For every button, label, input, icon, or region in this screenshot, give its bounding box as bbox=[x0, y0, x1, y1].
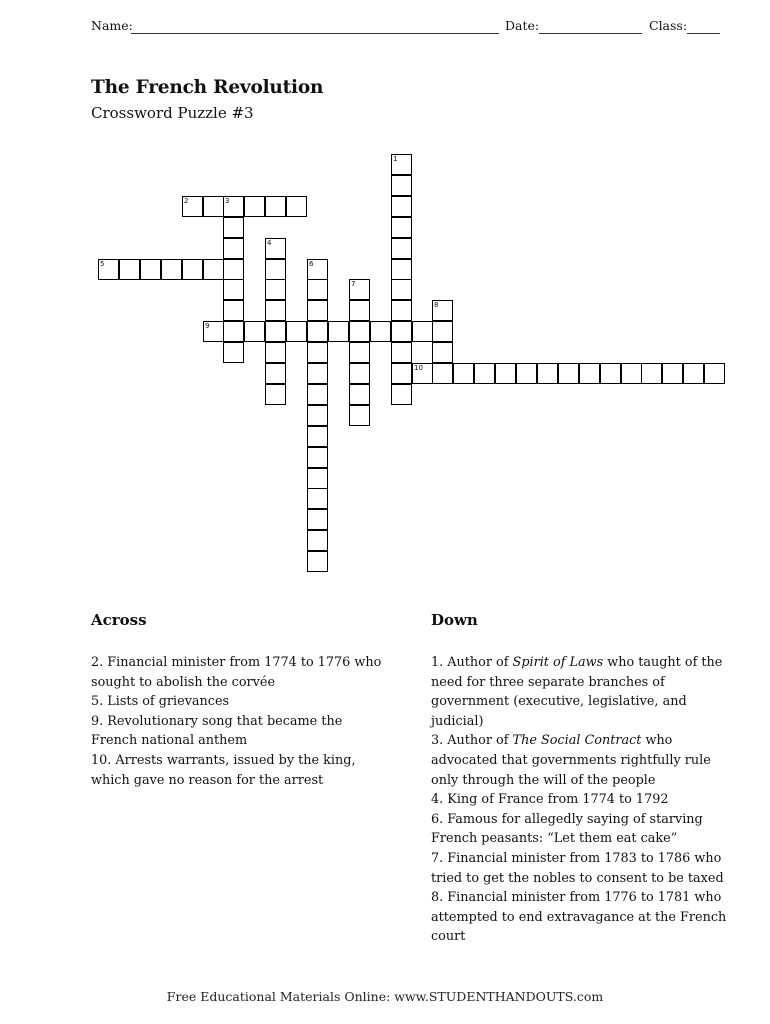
crossword-cell[interactable] bbox=[391, 321, 412, 342]
crossword-cell[interactable] bbox=[704, 363, 725, 384]
crossword-cell[interactable] bbox=[349, 342, 370, 363]
down-clues bbox=[431, 653, 731, 947]
crossword-cell[interactable] bbox=[265, 259, 286, 280]
clue-number: 4 bbox=[267, 239, 272, 247]
crossword-cell[interactable] bbox=[370, 321, 391, 342]
crossword-cell[interactable] bbox=[662, 363, 683, 384]
class-label: Class: bbox=[649, 18, 688, 33]
crossword-cell[interactable] bbox=[307, 509, 328, 530]
crossword-cell[interactable] bbox=[391, 259, 412, 280]
crossword-cell[interactable] bbox=[265, 384, 286, 405]
crossword-cell[interactable] bbox=[307, 405, 328, 426]
crossword-cell[interactable] bbox=[349, 363, 370, 384]
crossword-cell[interactable] bbox=[244, 321, 265, 342]
clue-number: 10 bbox=[414, 364, 423, 372]
crossword-cell[interactable] bbox=[349, 321, 370, 342]
crossword-cell[interactable] bbox=[412, 321, 433, 342]
crossword-cell[interactable] bbox=[579, 363, 600, 384]
clue-number: 7 bbox=[351, 280, 356, 288]
crossword-cell[interactable] bbox=[600, 363, 621, 384]
crossword-cell[interactable] bbox=[307, 530, 328, 551]
crossword-cell[interactable] bbox=[223, 196, 244, 217]
crossword-cell[interactable] bbox=[683, 363, 704, 384]
crossword-cell[interactable] bbox=[265, 363, 286, 384]
crossword-cell[interactable] bbox=[432, 342, 453, 363]
crossword-cell[interactable] bbox=[307, 488, 328, 509]
crossword-cell[interactable] bbox=[391, 342, 412, 363]
crossword-cell[interactable] bbox=[307, 342, 328, 363]
crossword-cell[interactable] bbox=[432, 321, 453, 342]
crossword-cell[interactable] bbox=[516, 363, 537, 384]
crossword-cell[interactable] bbox=[391, 196, 412, 217]
clue-number: 5 bbox=[100, 260, 105, 268]
crossword-cell[interactable] bbox=[182, 259, 203, 280]
crossword-cell[interactable] bbox=[307, 384, 328, 405]
crossword-cell[interactable] bbox=[432, 300, 453, 321]
crossword-cell[interactable] bbox=[391, 279, 412, 300]
down-clue: 4. King of France from 1774 to 1792 bbox=[431, 792, 669, 808]
crossword-cell[interactable] bbox=[328, 321, 349, 342]
crossword-cell[interactable] bbox=[98, 259, 119, 280]
crossword-cell[interactable] bbox=[641, 363, 662, 384]
crossword-cell[interactable] bbox=[391, 154, 412, 175]
crossword-cell[interactable] bbox=[223, 238, 244, 259]
crossword-cell[interactable] bbox=[495, 363, 516, 384]
crossword-cell[interactable] bbox=[307, 551, 328, 572]
crossword-cell[interactable] bbox=[307, 279, 328, 300]
crossword-cell[interactable] bbox=[244, 196, 265, 217]
crossword-cell[interactable] bbox=[161, 259, 182, 280]
crossword-cell[interactable] bbox=[349, 405, 370, 426]
crossword-cell[interactable] bbox=[265, 279, 286, 300]
crossword-cell[interactable] bbox=[558, 363, 579, 384]
page-title: The French Revolution bbox=[91, 77, 324, 98]
crossword-cell[interactable] bbox=[265, 342, 286, 363]
across-clues bbox=[91, 653, 391, 790]
down-clue: 3. Author of The Social Contract who advocated that governments rightfully rule only through the will of the people bbox=[431, 733, 711, 788]
crossword-cell[interactable] bbox=[432, 363, 453, 384]
clue-number: 3 bbox=[225, 197, 230, 205]
crossword-cell[interactable] bbox=[537, 363, 558, 384]
crossword-cell[interactable] bbox=[453, 363, 474, 384]
clue-number: 1 bbox=[393, 155, 398, 163]
crossword-cell[interactable] bbox=[349, 300, 370, 321]
down-clue: 1. Author of Spirit of Laws who taught of the need for three separate branches of government (executive, legislative, and judicial) bbox=[431, 655, 723, 729]
crossword-cell[interactable] bbox=[621, 363, 642, 384]
crossword-cell[interactable] bbox=[474, 363, 495, 384]
down-clue: 7. Financial minister from 1783 to 1786 who tried to get the nobles to consent to be taxed bbox=[431, 850, 724, 886]
crossword-cell[interactable] bbox=[140, 259, 161, 280]
crossword-cell[interactable] bbox=[223, 217, 244, 238]
crossword-cell[interactable] bbox=[307, 363, 328, 384]
across-clue: 2. Financial minister from 1774 to 1776 who sought to abolish the corvée bbox=[91, 655, 382, 690]
crossword-cell[interactable] bbox=[307, 447, 328, 468]
crossword-cell[interactable] bbox=[203, 321, 224, 342]
clue-number: 9 bbox=[205, 322, 210, 330]
across-clue: 10. Arrests warrants, issued by the king, which gave no reason for the arrest bbox=[91, 752, 356, 788]
crossword-cell[interactable] bbox=[223, 342, 244, 363]
crossword-cell[interactable] bbox=[391, 363, 412, 384]
crossword-cell[interactable] bbox=[182, 196, 203, 217]
down-clue: 8. Financial minister from 1776 to 1781 who attempted to end extravagance at the French court bbox=[431, 890, 727, 945]
crossword-cell[interactable] bbox=[391, 300, 412, 321]
crossword-cell[interactable] bbox=[203, 259, 224, 280]
crossword-cell[interactable] bbox=[265, 321, 286, 342]
crossword-cell[interactable] bbox=[307, 259, 328, 280]
across-clue: 9. Revolutionary song that became the French national anthem bbox=[91, 713, 343, 749]
crossword-cell[interactable] bbox=[391, 217, 412, 238]
name-label: Name: bbox=[91, 18, 133, 33]
crossword-cell[interactable] bbox=[391, 238, 412, 259]
clue-number: 8 bbox=[434, 301, 439, 309]
crossword-cell[interactable] bbox=[349, 279, 370, 300]
crossword-cell[interactable] bbox=[412, 363, 433, 384]
footer-credit: Free Educational Materials Online: www.STUDENTHANDOUTS.com bbox=[166, 989, 604, 1004]
page-subtitle: Crossword Puzzle #3 bbox=[91, 104, 254, 122]
down-heading: Down bbox=[431, 611, 478, 629]
crossword-cell[interactable] bbox=[223, 279, 244, 300]
crossword-cell[interactable] bbox=[223, 259, 244, 280]
crossword-cell[interactable] bbox=[265, 238, 286, 259]
crossword-cell[interactable] bbox=[307, 321, 328, 342]
crossword-cell[interactable] bbox=[265, 196, 286, 217]
crossword-cell[interactable] bbox=[223, 321, 244, 342]
across-clue: 5. Lists of grievances bbox=[91, 694, 230, 710]
crossword-cell[interactable] bbox=[286, 196, 307, 217]
crossword-cell[interactable] bbox=[286, 321, 307, 342]
crossword-cell[interactable] bbox=[307, 468, 328, 489]
crossword-cell[interactable] bbox=[307, 300, 328, 321]
crossword-cell[interactable] bbox=[391, 175, 412, 196]
clue-number: 6 bbox=[309, 260, 314, 268]
crossword-cell[interactable] bbox=[391, 384, 412, 405]
crossword-cell[interactable] bbox=[349, 384, 370, 405]
crossword-cell[interactable] bbox=[203, 196, 224, 217]
down-clue: 6. Famous for allegedly saying of starving French peasants: “Let them eat cake” bbox=[431, 811, 703, 847]
across-heading: Across bbox=[91, 611, 147, 629]
crossword-cell[interactable] bbox=[119, 259, 140, 280]
date-label: Date: bbox=[505, 18, 540, 33]
crossword-cell[interactable] bbox=[307, 426, 328, 447]
crossword-cell[interactable] bbox=[265, 300, 286, 321]
clue-number: 2 bbox=[184, 197, 189, 205]
crossword-cell[interactable] bbox=[223, 300, 244, 321]
